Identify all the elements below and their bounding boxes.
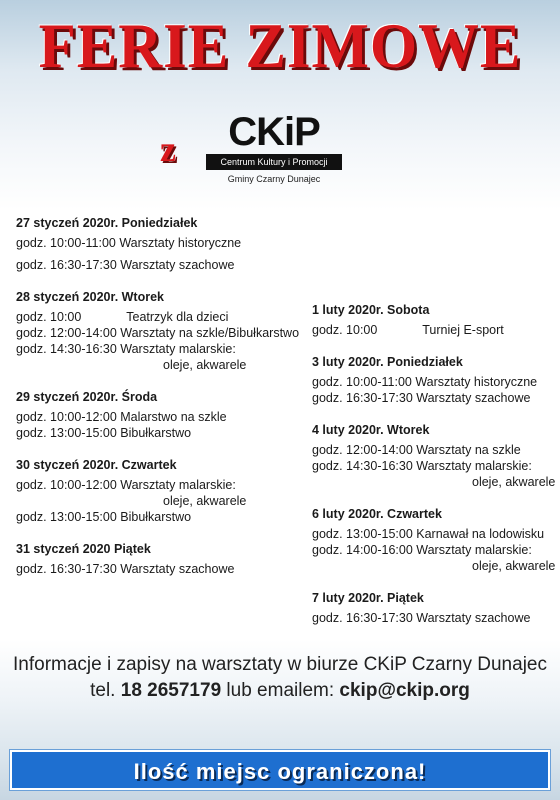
entry-activity: Warsztaty historyczne xyxy=(119,236,242,250)
phone-number: 18 2657179 xyxy=(120,680,222,701)
entry-time: godz. 14:00-16:00 xyxy=(312,543,413,557)
schedule-entry xyxy=(16,235,296,251)
entry-activity: Warsztaty malarskie: xyxy=(416,543,532,557)
schedule-entry xyxy=(16,325,300,341)
day-block xyxy=(16,389,296,441)
email-address[interactable]: ckip@ckip.org xyxy=(339,680,470,701)
day-heading: 6 luty 2020r. Czwartek xyxy=(312,507,442,521)
entry-activity: Warsztaty szachowe xyxy=(416,391,531,405)
entry-time: godz. 16:30-17:30 xyxy=(16,258,117,272)
ckip-logo xyxy=(206,112,342,184)
info-block xyxy=(0,652,560,704)
entry-time: godz. 14:30-16:30 xyxy=(312,459,413,473)
day-heading: 27 styczeń 2020r. Poniedziałek xyxy=(16,216,198,230)
day-heading: 1 luty 2020r. Sobota xyxy=(312,303,430,317)
entry-time: godz. 13:00-15:00 xyxy=(16,510,117,524)
entry-time: godz. 14:30-16:30 xyxy=(16,342,117,356)
entry-activity: Warsztaty historyczne xyxy=(415,375,538,389)
schedule-left-column xyxy=(16,215,300,593)
schedule-entry xyxy=(16,561,296,577)
entry-time: godz. 16:30-17:30 xyxy=(312,391,413,405)
day-heading: 30 styczeń 2020r. Czwartek xyxy=(16,458,177,472)
entry-time: godz. 13:00-15:00 xyxy=(16,426,117,440)
entry-continuation: oleje, akwarele xyxy=(163,494,247,508)
entry-activity: Warsztaty malarskie: xyxy=(120,478,236,492)
day-block xyxy=(312,506,556,574)
entry-activity: Warsztaty malarskie: xyxy=(416,459,532,473)
entry-activity: Warsztaty na szkle/Bibułkarstwo xyxy=(120,326,300,340)
logo-mark: CKiP xyxy=(228,110,320,154)
day-heading: 31 styczeń 2020 Piątek xyxy=(16,542,151,556)
info-line-1: Informacje i zapisy na warsztaty w biurze CKiP Czarny Dunajec xyxy=(13,654,547,675)
entry-time: godz. 16:30-17:30 xyxy=(312,611,413,625)
entry-activity: Warsztaty szachowe xyxy=(416,611,531,625)
entry-activity: Warsztaty szachowe xyxy=(120,258,235,272)
poster-title: FERIE ZIMOWE xyxy=(38,10,522,81)
schedule-entry xyxy=(16,425,296,441)
schedule-entry xyxy=(312,390,552,406)
entry-continuation: oleje, akwarele xyxy=(472,559,556,573)
schedule-entry xyxy=(312,526,552,542)
schedule-entry xyxy=(312,322,552,338)
schedule-entry xyxy=(312,542,552,558)
day-block xyxy=(312,422,556,490)
day-heading: 28 styczeń 2020r. Wtorek xyxy=(16,290,164,304)
day-block xyxy=(312,302,552,338)
schedule-entry xyxy=(16,477,296,493)
day-block xyxy=(16,289,300,373)
day-block xyxy=(312,354,552,406)
entry-activity: Turniej E-sport xyxy=(422,323,504,337)
entry-time: godz. 12:00-14:00 xyxy=(312,443,413,457)
day-heading: 29 styczeń 2020r. Środa xyxy=(16,390,158,404)
connector-z: z xyxy=(160,129,176,169)
day-heading: 4 luty 2020r. Wtorek xyxy=(312,423,430,437)
schedule-right-column xyxy=(312,302,556,642)
entry-activity: Bibułkarstwo xyxy=(120,426,192,440)
email-prefix: lub emailem: xyxy=(226,680,335,701)
entry-time: godz. 10:00-11:00 xyxy=(16,236,116,250)
entry-activity: Malarstwo na szkle xyxy=(120,410,227,424)
entry-time: godz. 16:30-17:30 xyxy=(16,562,117,576)
entry-time: godz. 10:00-12:00 xyxy=(16,478,117,492)
entry-time: godz. 10:00 xyxy=(312,323,378,337)
schedule-entry xyxy=(312,458,552,474)
schedule-entry xyxy=(312,374,552,390)
tel-prefix: tel. xyxy=(90,680,116,701)
day-block xyxy=(16,457,296,525)
entry-time: godz. 10:00-11:00 xyxy=(312,375,412,389)
entry-activity: Warsztaty szachowe xyxy=(120,562,235,576)
entry-continuation: oleje, akwarele xyxy=(163,358,247,372)
entry-activity: Karnawał na lodowisku xyxy=(416,527,545,541)
day-block xyxy=(16,541,296,577)
entry-activity: Bibułkarstwo xyxy=(120,510,192,524)
entry-time: godz. 10:00-12:00 xyxy=(16,410,117,424)
schedule-entry xyxy=(16,309,296,325)
logo-bar-text: Centrum Kultury i Promocji xyxy=(206,154,342,170)
schedule-entry xyxy=(16,257,296,273)
day-heading: 3 luty 2020r. Poniedziałek xyxy=(312,355,463,369)
entry-activity: Warsztaty malarskie: xyxy=(120,342,236,356)
schedule-entry xyxy=(16,509,296,525)
limited-places-banner: Ilość miejsc ograniczona! xyxy=(10,750,550,790)
entry-time: godz. 10:00 xyxy=(16,310,82,324)
schedule-entry xyxy=(312,442,552,458)
info-line-2 xyxy=(0,678,560,704)
entry-continuation: oleje, akwarele xyxy=(472,475,556,489)
logo-sub-text: Gminy Czarny Dunajec xyxy=(227,174,321,184)
day-heading: 7 luty 2020r. Piątek xyxy=(312,591,424,605)
entry-time: godz. 12:00-14:00 xyxy=(16,326,117,340)
schedule-entry xyxy=(16,409,296,425)
day-block xyxy=(312,590,552,626)
entry-time: godz. 13:00-15:00 xyxy=(312,527,413,541)
schedule-entry xyxy=(312,610,552,626)
entry-activity: Warsztaty na szkle xyxy=(416,443,521,457)
day-block xyxy=(16,215,296,273)
entry-activity: Teatrzyk dla dzieci xyxy=(126,310,229,324)
schedule-entry xyxy=(16,341,296,357)
